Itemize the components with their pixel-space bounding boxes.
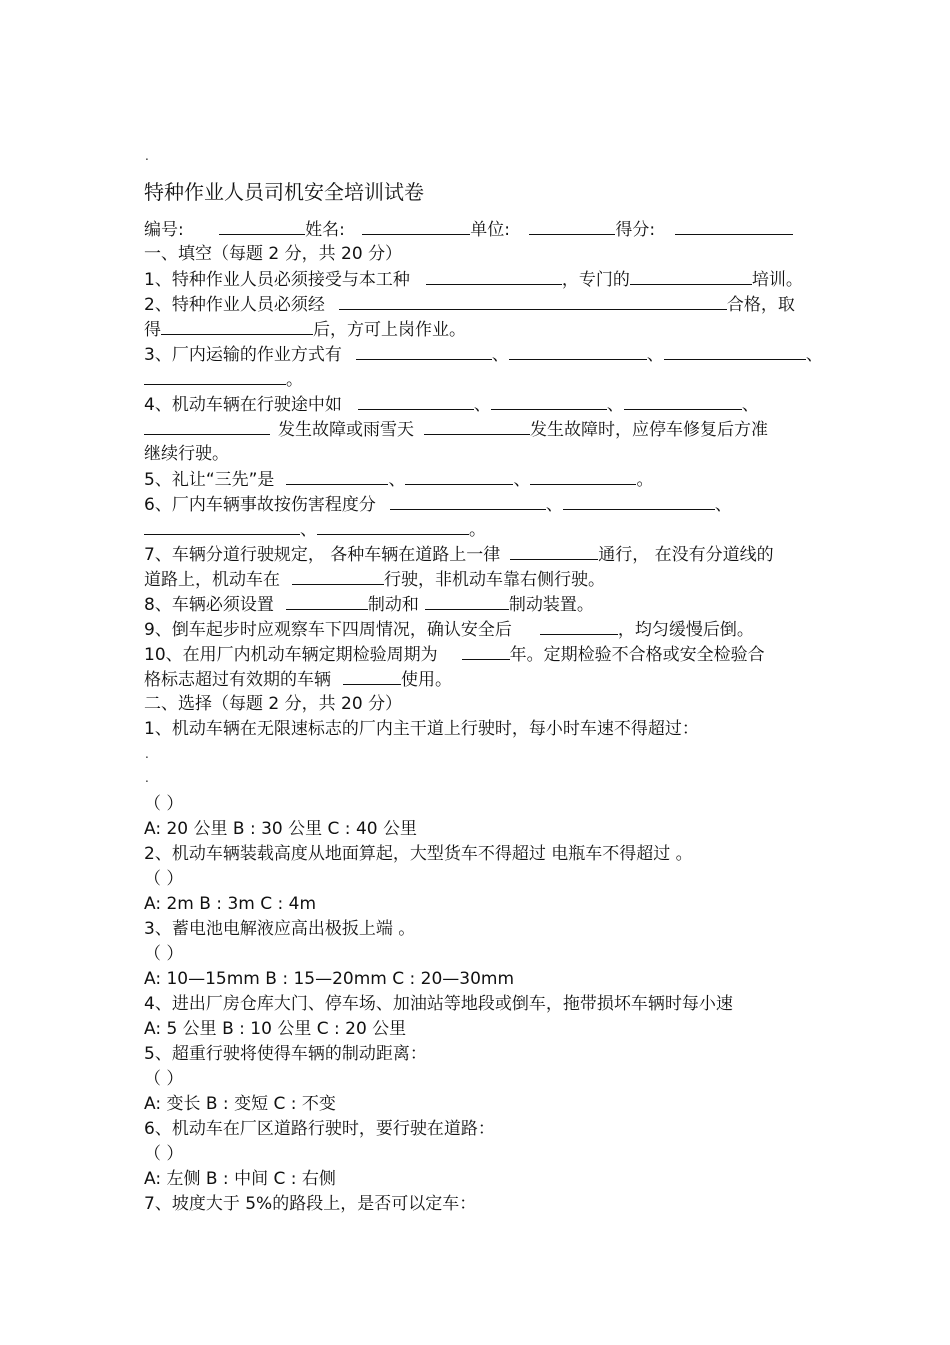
fill-q4-cont2: 继续行驶。 xyxy=(144,444,229,464)
choice-q3-answer-paren[interactable]: （ ） xyxy=(144,944,184,964)
fill-q10-blank-2[interactable] xyxy=(343,668,401,685)
fill-q9-blank-1[interactable] xyxy=(540,618,618,635)
fill-q2-blank-2[interactable] xyxy=(161,318,313,335)
choice-q1: 1、机动车辆在无限速标志的厂内主干道上行驶时，每小时车速不得超过： xyxy=(144,719,699,739)
fill-q8-blank-1[interactable] xyxy=(286,593,368,610)
choice-q4: 4、进出厂房仓库大门、停车场、加油站等地段或倒车，拖带损坏车辆时每小速 xyxy=(144,994,733,1014)
fill-q4-blank-2[interactable] xyxy=(491,393,607,410)
fill-q2-blank-1[interactable] xyxy=(339,293,727,310)
fill-q9: 9、倒车起步时应观察车下四周情况，确认安全后 ，均匀缓慢后倒。 xyxy=(144,620,754,640)
fill-q7-cont: 道路上，机动车在 行驶，非机动车靠右侧行驶。 xyxy=(144,570,605,590)
choice-q3-options: A: 10—15mm B : 15—20mm C : 20—30mm xyxy=(144,969,515,989)
label-name: 姓名: xyxy=(305,220,345,240)
choice-q2-answer-paren[interactable]: （ ） xyxy=(144,869,184,889)
choice-q5-answer-paren[interactable]: （ ） xyxy=(144,1069,184,1089)
fill-q5-blank-2[interactable] xyxy=(405,468,513,485)
fill-q2-cont: 得 后，方可上岗作业。 xyxy=(144,320,466,340)
choice-q4-options: A: 5 公里 B : 10 公里 C : 20 公里 xyxy=(144,1019,407,1039)
choice-q1-options: A: 20 公里 B : 30 公里 C : 40 公里 xyxy=(144,819,417,839)
fill-q4-cont: 发生故障或雨雪天 发生故障时，应停车修复后方准 xyxy=(144,418,768,441)
fill-q1-blank-2[interactable] xyxy=(630,268,752,285)
choice-q3: 3、蓄电池电解液应高出极扳上端 。 xyxy=(144,919,416,939)
fill-q3-blank-3[interactable] xyxy=(664,343,806,360)
fill-q8: 8、车辆必须设置 制动和 制动装置。 xyxy=(144,595,594,615)
fill-q7-blank-1[interactable] xyxy=(510,543,598,560)
fill-q6-blank-2[interactable] xyxy=(563,493,715,510)
stray-dot: . xyxy=(145,747,149,761)
fill-q6: 6、厂内车辆事故按伤害程度分 、 、 xyxy=(144,495,732,515)
fill-q1: 1、特种作业人员必须接受与本工种 ，专门的 培训。 xyxy=(144,270,803,290)
fill-q4-blank-3[interactable] xyxy=(624,393,742,410)
stray-dot: . xyxy=(145,771,149,785)
fill-q7: 7、车辆分道行驶规定， 各种车辆在道路上一律 通行， 在没有分道线的 xyxy=(144,545,774,565)
fill-q2: 2、特种作业人员必须经 合格，取 xyxy=(144,295,795,315)
fill-q6-cont: 、 。 xyxy=(144,518,486,541)
choice-q1-answer-paren[interactable]: （ ） xyxy=(144,794,184,814)
fill-q5: 5、礼让“三先”是 、 、 。 xyxy=(144,470,654,490)
stray-dot: . xyxy=(145,149,149,163)
fill-q6-blank-4[interactable] xyxy=(317,518,469,535)
label-number: 编号: xyxy=(144,220,184,240)
choice-q6-options: A: 左侧 B : 中间 C : 右侧 xyxy=(144,1169,336,1189)
choice-q2: 2、机动车辆装载高度从地面算起，大型货车不得超过 电瓶车不得超过 。 xyxy=(144,844,693,864)
fill-q10: 10、在用厂内机动车辆定期检验周期为 年。定期检验不合格或安全检验合 xyxy=(144,645,765,665)
choice-q6: 6、机动车在厂区道路行驶时，要行驶在道路： xyxy=(144,1119,495,1139)
fill-q5-blank-1[interactable] xyxy=(286,468,388,485)
fill-q6-blank-1[interactable] xyxy=(390,493,546,510)
fill-q3-blank-1[interactable] xyxy=(356,343,492,360)
section1-title: 一、填空（每题 2 分，共 20 分） xyxy=(144,244,403,264)
fill-q4-blank-5[interactable] xyxy=(424,418,530,435)
choice-q5-options: A: 变长 B : 变短 C : 不变 xyxy=(144,1094,336,1114)
fill-q4-blank-1[interactable] xyxy=(358,393,474,410)
choice-q2-options: A: 2m B : 3m C : 4m xyxy=(144,894,317,914)
choice-q7: 7、坡度大于 5%的路段上，是否可以定车： xyxy=(144,1194,477,1214)
score-field[interactable] xyxy=(675,218,793,235)
fill-q10-blank-1[interactable] xyxy=(462,643,510,660)
fill-q8-blank-2[interactable] xyxy=(425,593,509,610)
fill-q3-blank-4[interactable] xyxy=(144,368,286,385)
fill-q4-blank-4[interactable] xyxy=(144,418,270,435)
fill-q1-blank-1[interactable] xyxy=(426,268,562,285)
fill-q3-blank-2[interactable] xyxy=(509,343,647,360)
name-field[interactable] xyxy=(362,218,470,235)
label-unit: 单位: xyxy=(470,220,511,240)
header-row xyxy=(144,218,793,241)
choice-q5: 5、超重行驶将使得车辆的制动距离： xyxy=(144,1044,427,1064)
unit-field[interactable] xyxy=(529,218,615,235)
number-field[interactable] xyxy=(219,218,305,235)
fill-q10-cont: 格标志超过有效期的车辆 使用。 xyxy=(144,670,452,690)
fill-q5-blank-3[interactable] xyxy=(530,468,636,485)
fill-q7-blank-2[interactable] xyxy=(292,568,384,585)
choice-q6-answer-paren[interactable]: （ ） xyxy=(144,1144,184,1164)
exam-title: 特种作业人员司机安全培训试卷 xyxy=(144,180,424,204)
label-score: 得分: xyxy=(615,220,656,240)
fill-q3-cont: 。 xyxy=(144,368,303,391)
fill-q6-blank-3[interactable] xyxy=(144,518,300,535)
fill-q3: 3、厂内运输的作业方式有 、 、 、 xyxy=(144,345,823,365)
section2-title: 二、选择（每题 2 分，共 20 分） xyxy=(144,694,403,714)
fill-q4: 4、机动车辆在行驶途中如 、 、 、 xyxy=(144,395,759,415)
